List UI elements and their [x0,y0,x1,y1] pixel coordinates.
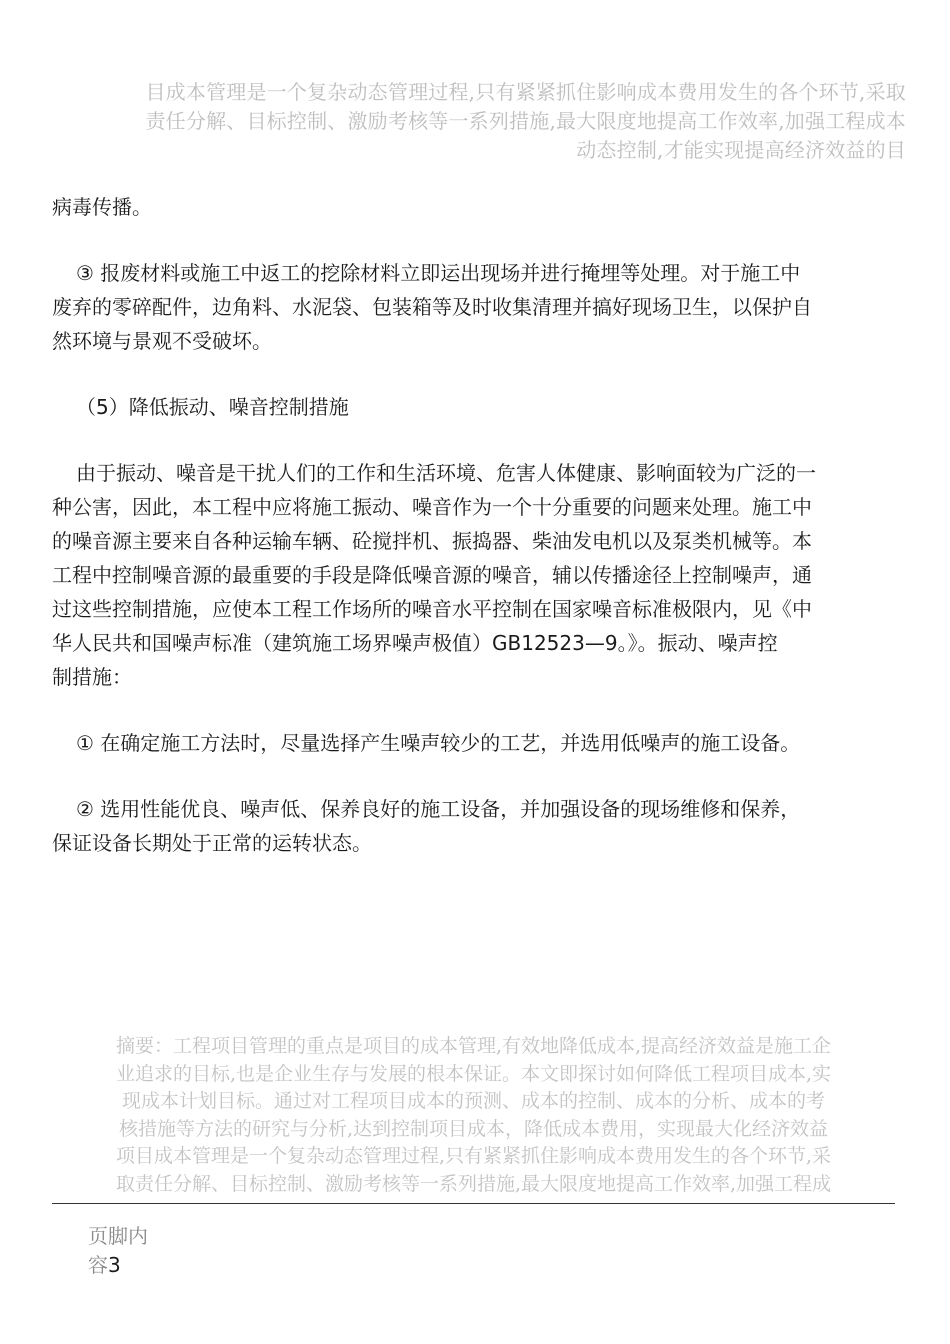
paragraph-line: 工程中控制噪音源的最重要的手段是降低噪音源的噪音，辅以传播途径上控制噪声，通 [52,563,812,587]
page-footer [88,1222,148,1280]
paragraph-line: 华人民共和国噪声标准（建筑施工场界噪声极值）GB12523—9。》。振动、噪声控 [52,631,778,655]
abstract-line: 核措施等方法的研究与分析,达到控制项目成本，降低成本费用，实现最大化经济效益 [118,1117,829,1140]
paragraph-line: 由于振动、噪音是干扰人们的工作和生活环境、危害人体健康、影响面较为广泛的一 [76,461,816,485]
header-watermark-line: 动态控制,才能实现提高经济效益的目 [576,138,906,162]
paragraph-noise-intro [52,456,906,694]
paragraph-line: 保证设备长期处于正常的运转状态。 [52,831,372,855]
paragraph-line: 废弃的零碎配件，边角料、水泥袋、包装箱等及时收集清理并搞好现场卫生，以保护自 [52,295,812,319]
footer-label-line2 [88,1251,148,1280]
footer-label: 容 [88,1253,108,1277]
abstract-line: 现成本计划目标。通过对工程项目成本的预测、成本的控制、成本的分析、成本的考 [121,1090,825,1112]
abstract-watermark [52,1033,895,1198]
section-heading: （5）降低振动、噪音控制措施 [76,395,349,419]
abstract-line: 项目成本管理是一个复杂动态管理过程,只有紧紧抓住影响成本费用发生的各个环节,采 [115,1145,832,1167]
list-item-1: ① 在确定施工方法时，尽量选择产生噪声较少的工艺，并选用低噪声的施工设备。 [76,731,801,755]
abstract-line: 业追求的目标,也是企业生存与发展的根本保证。本文即探讨如何降低工程项目成本,实 [115,1062,832,1085]
paragraph-line: 种公害，因此，本工程中应将施工振动、噪音作为一个十分重要的问题来处理。施工中 [52,495,812,519]
paragraph-waste-materials [52,256,906,358]
abstract-line: 摘要：工程项目管理的重点是项目的成本管理,有效地降低成本,提高经济效益是施工企 [115,1035,832,1057]
paragraph-line: 然环境与景观不受破坏。 [52,329,272,353]
abstract-line: 取责任分解、目标控制、激励考核等一系列措施,最大限度地提高工作效率,加强工程成 [115,1172,832,1195]
footer-label-line: 页脚内 [88,1224,148,1248]
header-watermark [60,78,906,165]
footer-divider [52,1203,895,1204]
paragraph-line: 过这些控制措施，应使本工程工作场所的噪音水平控制在国家噪音标准极限内，见《中 [52,597,812,621]
paragraph-line: 的噪音源主要来自各种运输车辆、砼搅拌机、振捣器、柴油发电机以及泵类机械等。本 [52,529,812,553]
paragraph-line: 制措施： [52,665,132,689]
header-watermark-line: 目成本管理是一个复杂动态管理过程,只有紧紧抓住影响成本费用发生的各个环节,采取 [145,80,906,104]
page-number: 3 [108,1253,121,1277]
document-body [52,190,906,860]
paragraph-continuation: 病毒传播。 [52,195,152,219]
list-item-2 [52,792,906,860]
paragraph-line: ② 选用性能优良、噪声低、保养良好的施工设备，并加强设备的现场维修和保养， [76,797,801,821]
paragraph-line: ③ 报废材料或施工中返工的挖除材料立即运出现场并进行掩埋等处理。对于施工中 [76,261,801,285]
header-watermark-line: 责任分解、目标控制、激励考核等一系列措施,最大限度地提高工作效率,加强工程成本 [145,109,906,133]
